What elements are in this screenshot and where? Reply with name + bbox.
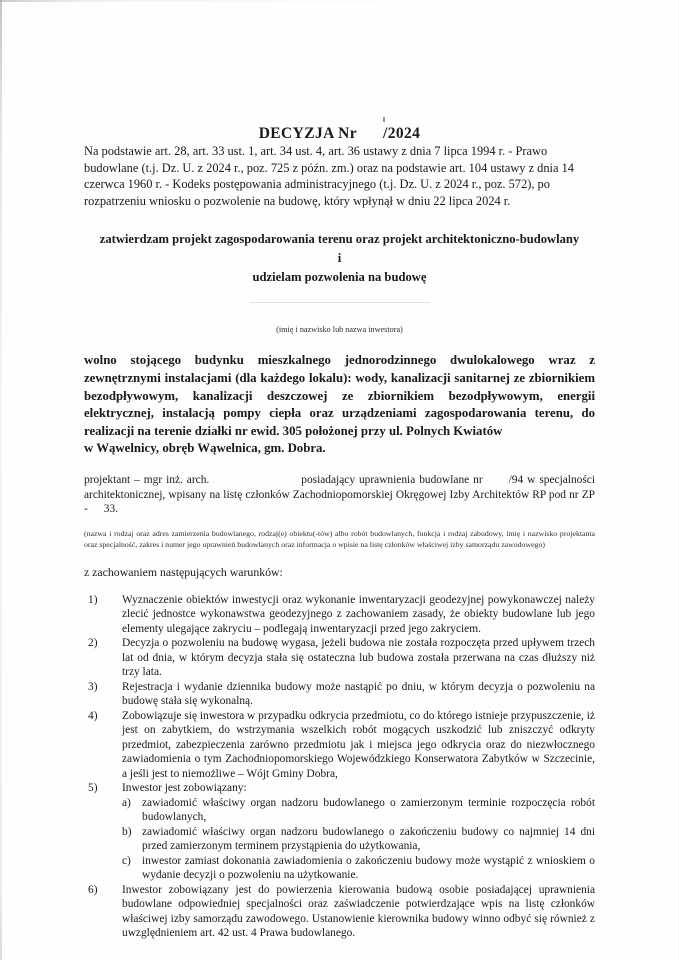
condition-subitem [122,796,595,825]
condition-text: Rejestracja i wydanie dziennika budowy może nastąpić po dniu, w którym decyzja o pozwoleniu na budowę stała się wykonalną. [122,680,595,708]
condition-subitem-marker: a) [122,796,131,809]
condition-marker: 2) [88,637,98,650]
condition-item [84,680,595,709]
condition-item [84,883,595,941]
conjunction-line: i [337,251,342,266]
condition-subitem [122,825,595,854]
page-title [84,0,595,143]
permit-grant-statement: udzielam pozwolenia na budowę [252,270,427,285]
form-field-explanation-note: (nazwa i rodzaj oraz adres zamierzenia budowlanego, rodzaj(e) obiektu(-tów) albo robót budowlanych, funkcja i rodzaj zabudowy, imię i nazwisko projektanta oraz specjalność, zakres i numer jego uprawnień budowlanych oraz informacja o wpisie na listę członków właściwej izby samorządu zawodowego) [84,529,595,550]
condition-text: Inwestor jest zobowiązany: [122,782,247,795]
designer-license-label: posiadający uprawnienia budowlane nr [301,473,483,486]
condition-text: Zobowiązuje się inwestora w przypadku odkrycia przedmiotu, co do którego istnieje przypuszczenie, iż jest on zabytkiem, do wstrzymania wszelkich robót mogących uszkodzić lub zniszczyć odkryty przedmiot, zabezpieczenia zarówno przedmiotu jak i miejsca jego odkrycia oraz do niezwłocznego zawiadomienia o tym Zachodniopomorskiego Wojewódzkiego Konserwatora Zabytków w Szczecinie, a jeśli jest to niemożliwe – Wójt Gminy Dobra, [122,709,595,780]
designer-role-label: projektant – mgr inż. arch. [84,473,210,486]
condition-marker: 5) [88,782,98,795]
condition-text: Wyznaczenie obiektów inwestycji oraz wykonanie inwentaryzacji geodezyjnej powykonawczej należy zlecić jednostce wykonawstwa geodezyjnego z zachowaniem zasady, że obiekty budowlane lub jego elementy ulegające zakryciu – podlegają inwentaryzacji przed jego zakryciem. [122,593,595,635]
condition-marker: 6) [88,883,98,896]
decision-title-number: /2024 [382,125,421,142]
condition-subitem-marker: b) [122,825,132,838]
condition-subitem-text: inwestor zamiast dokonania zawiadomienia o zakończeniu budowy może wystąpić z wnioskiem o wydanie decyzji o pozwoleniu na użytkowanie. [142,854,595,882]
investor-caption-text: (imię i nazwisko lub nazwa inwestora) [276,325,403,335]
condition-marker: 1) [88,593,98,606]
condition-item [84,781,595,883]
designer-chamber-text: /94 w specjalności architektonicznej, wpisany na listę członków Zachodniopomorskiej Okręgowej Izby Architektów RP pod nr ZP - [84,473,595,516]
condition-text: Inwestor zobowiązany jest do powierzenia kierowania budową osobie posiadającej uprawnienia budowlane odpowiedniej specjalności oraz zaświadczenie potwierdzające wpis na listę członków właściwej izby samorządu zawodowego. Ustanowienie kierownika budowy winno odbyć się również z uwzględnieniem art. 42 ust. 4 Prawa budowlanego. [122,883,595,940]
condition-item [84,593,595,637]
designer-zp-number: 33. [103,503,119,516]
decision-title-prefix: DECYZJA Nr [258,125,357,142]
conditions-lead-in: z zachowaniem następujących warunków: [84,564,283,579]
investment-description [84,352,595,458]
investor-blank-line [250,302,430,303]
legal-basis-paragraph: Na podstawie art. 28, art. 33 ust. 1, art. 34 ust. 4, art. 36 ustawy z dnia 7 lipca 1994 r. - Prawo budowlane (t.j. Dz. U. z 2024 r., poz. 725 z późn. zm.) oraz na podstawie art. 104 ustawy z dnia 14 czerwca 1960 r. - Kodeks postępowania administracyjnego (t.j. Dz. U. z 2024 r., poz. 572), po rozpatrzeniu wniosku o pozwolenie na budowę, który wpłynął w dniu 22 lipca 2024 r. [84,144,574,208]
condition-subitem [122,854,595,883]
condition-item [84,636,595,680]
investment-description-text: wolno stojącego budynku mieszkalnego jednorodzinnego dwulokalowego wraz z zewnętrznymi instalacjami (dla każdego lokalu): wody, kanalizacji sanitarnej ze zbiornikiem bezodpływowym, kanalizacji deszczowej ze zbiornikiem bezodpływowym, energii elektrycznej, instalacją pompy ciepła oraz urządzeniami zagospodarowania terenu, do realizacji na terenie działki nr ewid. 305 położonej przy ul. Polnych Kwiatów [84,353,595,438]
condition-subitem-list [122,796,595,883]
condition-marker: 3) [88,680,98,693]
condition-text: Decyzja o pozwoleniu na budowę wygasa, jeżeli budowa nie została rozpoczęta przed upływem trzech lat od dnia, w którym decyzja stała się ostateczna lub budowa została przerwana na czas dłuższy niż trzy lata. [122,637,595,679]
investor-field-caption [84,286,595,335]
condition-marker: 4) [88,709,98,722]
condition-subitem-marker: c) [122,854,131,867]
investment-description-last-line: w Wąwelnicy, obręb Wąwelnica, gm. Dobra. [84,441,326,456]
condition-subitem-text: zawiadomić właściwy organ nadzoru budowlanego o zamierzonym terminie rozpoczęcia robót budowlanych, [142,796,595,824]
designer-info [84,473,595,517]
condition-subitem-text: zawiadomić właściwy organ nadzoru budowlanego o zakończeniu budowy co najmniej 14 dni przed zamierzonym terminem przystąpienia do użytkowania, [142,825,595,853]
conditions-list [84,593,595,941]
approval-statement: zatwierdzam projekt zagospodarowania terenu oraz projekt architektoniczno-budowlany [99,232,580,247]
condition-item [84,709,595,782]
